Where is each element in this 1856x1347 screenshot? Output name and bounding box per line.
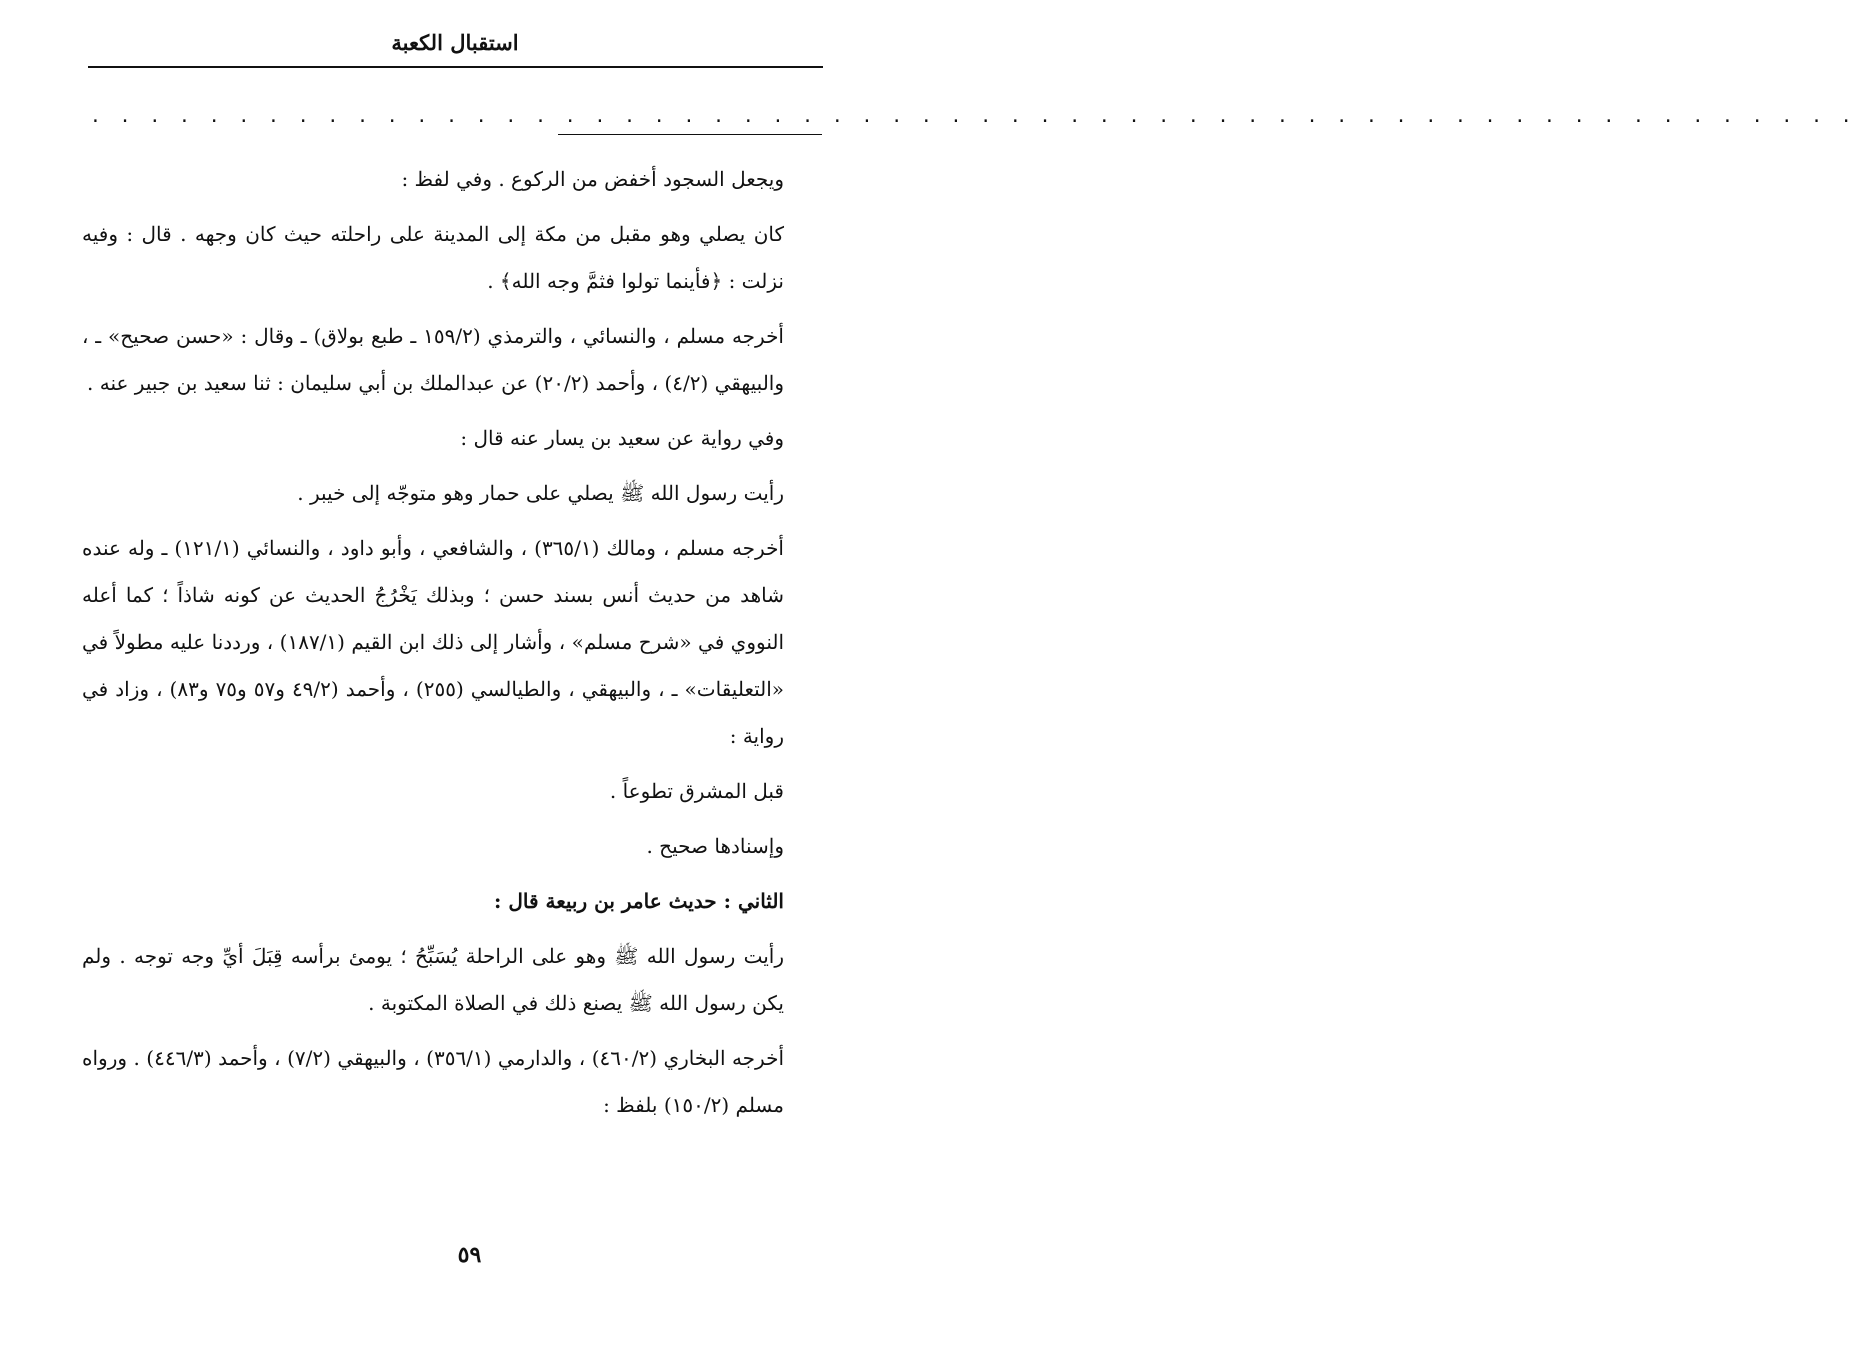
- body-paragraph: رأيت رسول الله ﷺ يصلي على حمار وهو متوجّه إلى خيبر .: [297, 481, 784, 505]
- body-paragraph: أخرجه مسلم ، والنسائي ، والترمذي (١٥٩/٢ ـ طبع بولاق) ـ وقال : «حسن صحيح» ـ ، والبيهقي (٤/٢) ، وأحمد (٢٠/٢) عن عبدالملك بن أبي سليمان : ثنا سعيد بن جبير عنه .: [82, 324, 784, 395]
- body-paragraph: كان يصلي وهو مقبل من مكة إلى المدينة على راحلته حيث كان وجهه . قال : وفيه نزلت : ﴿فأينما تولوا فثمَّ وجه الله﴾ .: [82, 222, 784, 293]
- footnote-rule: [558, 134, 822, 135]
- body-paragraph: قبل المشرق تطوعاً .: [609, 779, 784, 803]
- dotted-separator: . . . . . . . . . . . . . . . . . . . . . . . . . . . . . . . . . . . . . . . . . . . . . . . . . . . . . . . . . . . .: [90, 106, 1856, 127]
- section-heading: الثاني : حديث عامر بن ربيعة قال :: [494, 889, 784, 913]
- header-rule: [88, 66, 823, 68]
- running-header-title: استقبال الكعبة: [391, 30, 519, 55]
- page-body: [82, 156, 818, 1137]
- body-paragraph: رأيت رسول الله ﷺ وهو على الراحلة يُسَبِّحُ ؛ يومئ برأسه قِبَلَ أيِّ وجه توجه . ولم يكن رسول الله ﷺ يصنع ذلك في الصلاة المكتوبة .: [82, 944, 784, 1015]
- page-number: ٥٩: [457, 1242, 482, 1268]
- body-paragraph: أخرجه مسلم ، ومالك (٣٦٥/١) ، والشافعي ، وأبو داود ، والنسائي (١٢١/١) ـ وله عنده شاهد من حديث أنس بسند حسن ؛ وبذلك يَخْرُجُ الحديث عن كونه شاذاً ؛ كما أعله النووي في «شرح مسلم» ، وأشار إلى ذلك ابن القيم (١٨٧/١) ، ورددنا عليه مطولاً في «التعليقات» ـ ، والبيهقي ، والطيالسي (٢٥٥) ، وأحمد (٤٩/٢ و٥٧ و٧٥ و٨٣) ، وزاد في رواية :: [82, 536, 785, 748]
- body-paragraph: وإسنادها صحيح .: [646, 834, 784, 858]
- body-paragraph: وفي رواية عن سعيد بن يسار عنه قال :: [460, 426, 784, 450]
- body-paragraph: أخرجه البخاري (٤٦٠/٢) ، والدارمي (٣٥٦/١) ، والبيهقي (٧/٢) ، وأحمد (٤٤٦/٣) . ورواه مسلم (١٥٠/٢) بلفظ :: [82, 1046, 784, 1117]
- body-paragraph: ويجعل السجود أخفض من الركوع . وفي لفظ :: [401, 167, 784, 191]
